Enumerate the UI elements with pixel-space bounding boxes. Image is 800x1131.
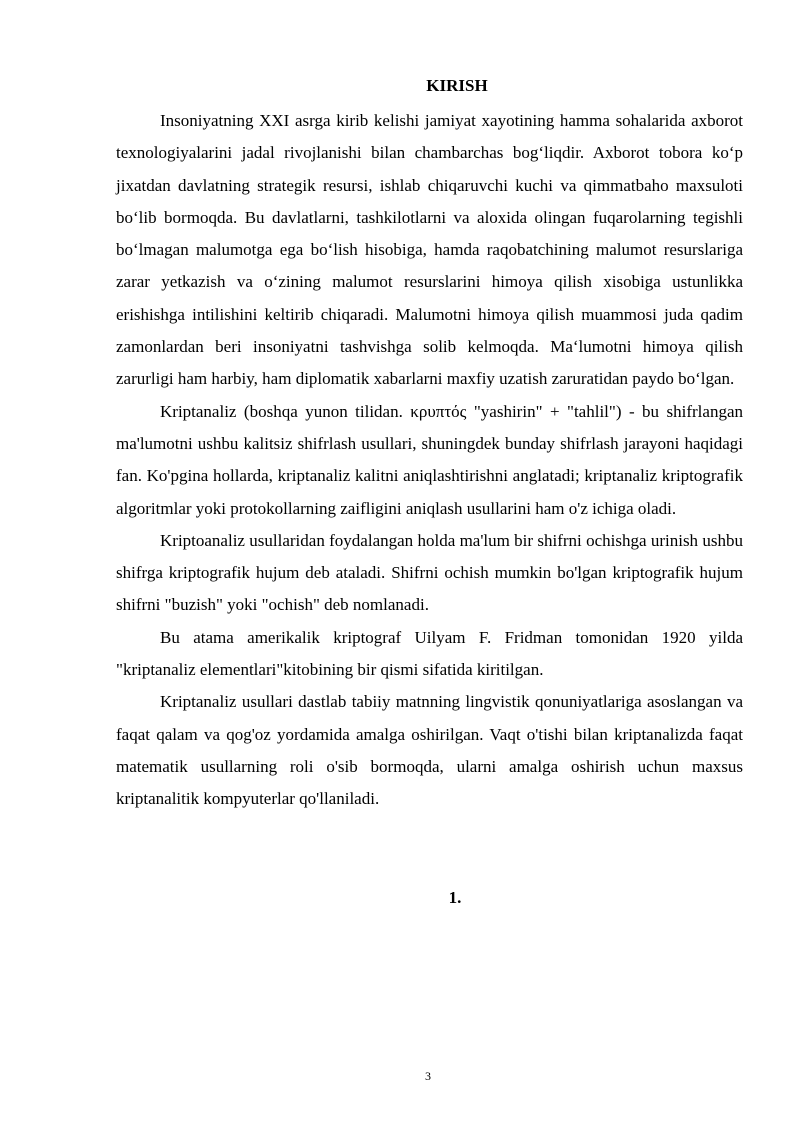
paragraph-2: Kriptanaliz (boshqa yunon tilidan. κρυπτός "yashirin" + "tahlil") - bu shifrlangan ma'lumotni ushbu kalitsiz shifrlash usullari, shuningdek bunday shifrlash jarayoni haqidagi fan. Ko'pgina hollarda, kriptanaliz kalitni aniqlashtirishni anglatadi; kriptanaliz kriptografik algoritmlar yoki protokollarning zaifligini aniqlash usullarini ham o'z ichiga oladi. xyxy=(116,401,743,518)
paragraph-5: Kriptanaliz usullari dastlab tabiiy matnning lingvistik qonuniyatlariga asoslangan va faqat qalam va qog'oz yordamida amalga oshirilgan. Vaqt o'tishi bilan kriptanalizda faqat matematik usullarning roli o'sib bormoqda, ularni amalga oshirish uchun maxsus kriptanalitik kompyuterlar qo'llaniladi. xyxy=(116,692,743,809)
section-number: 1. xyxy=(448,888,462,907)
page-number: 3 xyxy=(425,1069,431,1083)
body-text xyxy=(116,105,743,816)
paragraph-4: Bu atama amerikalik kriptograf Uilyam F. Fridman tomonidan 1920 yilda "kriptanaliz elementlari"kitobining bir qismi sifatida kiritilgan. xyxy=(116,627,743,680)
page-title: KIRISH xyxy=(426,76,488,95)
paragraph-3: Kriptoanaliz usullaridan foydalangan holda ma'lum bir shifrni ochishga urinish ushbu shifrga kriptografik hujum deb ataladi. Shifrni ochish mumkin bo'lgan kriptografik hujum shifrni "buzish" yoki "ochish" deb nomlanadi. xyxy=(116,530,743,615)
paragraph-1: Insoniyatning XXI asrga kirib kelishi jamiyat xayotining hamma sohalarida axborot texnologiyalarini jadal rivojlanishi bilan chambarchas bog‘liqdir. Axborot tobora ko‘p jixatdan davlatning strategik resursi, ishlab chiqaruvchi kuchi va qimmatbaho maxsuloti bo‘lib bormoqda. Bu davlatlarni, tashkilotlarni va aloxida olingan fuqarolarning tegishli bo‘lmagan malumotga ega bo‘lish hisobiga, hamda raqobatchining malumot resurslariga zarar yetkazish va o‘zining malumot resurslarini himoya qilish xisobiga ustunlikka erishishga intilishini keltirib chiqaradi. Malumotni himoya qilish muammosi juda qadim zamonlardan beri insoniyatni tashvishga solib kelmoqda. Ma‘lumotni himoya qilish zarurligi ham harbiy, ham diplomatik xabarlarni maxfiy uzatish zaruratidan paydo bo‘lgan. xyxy=(116,111,743,389)
